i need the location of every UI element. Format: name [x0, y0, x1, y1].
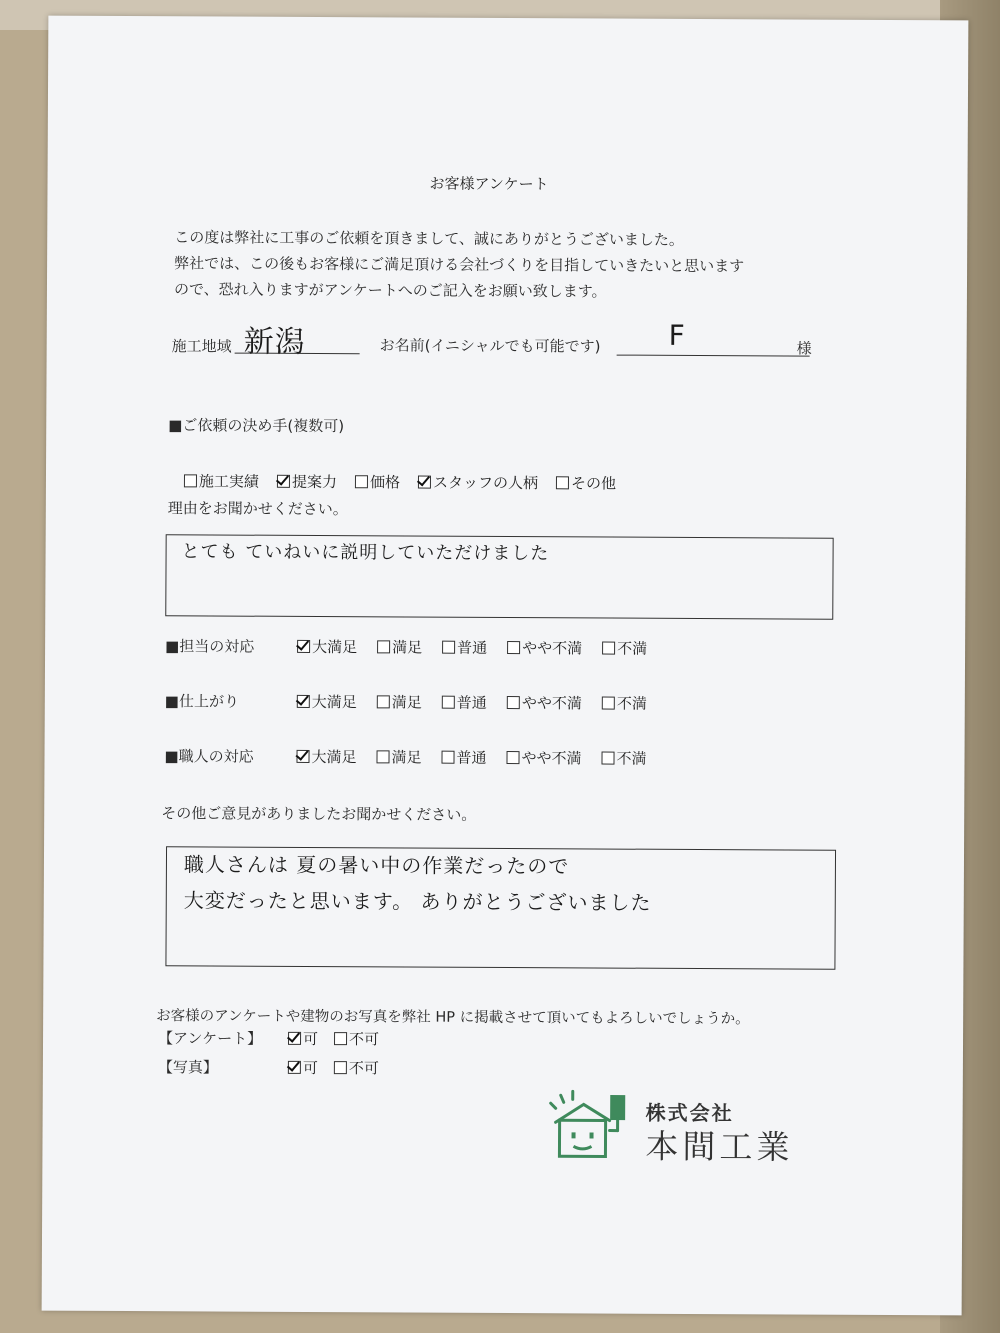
checkbox-empty[interactable]	[377, 695, 390, 708]
decision-option-kakaku[interactable]: 価格	[355, 471, 400, 492]
rating-option[interactable]: 大満足	[297, 691, 357, 712]
name-suffix: 様	[796, 339, 812, 358]
rating-option[interactable]: 不満	[602, 748, 647, 769]
checkbox-empty[interactable]	[507, 696, 520, 709]
intro-line-3: ので、恐れ入りますがアンケートへのご記入をお願い致します。	[173, 280, 607, 301]
decision-option-teian[interactable]: 提案力	[277, 471, 337, 492]
checkbox-empty[interactable]	[507, 641, 520, 654]
rating-option[interactable]: 大満足	[296, 746, 356, 767]
name-label: お名前(イニシャルでも可能です)	[379, 336, 601, 356]
name-underline	[617, 355, 810, 357]
rating-label-tantou: ■担当の対応	[165, 637, 255, 656]
intro-line-1: この度は弊社に工事のご依頼を頂きまして、誠にありがとうございました。	[174, 228, 684, 249]
publish-option-ok[interactable]: 可	[288, 1057, 318, 1078]
rating-label-shokunin: ■職人の対応	[164, 747, 254, 766]
checkbox-empty[interactable]	[442, 751, 455, 764]
publish-label-survey: 【アンケート】	[157, 1029, 263, 1048]
page-title: お客様アンケート	[429, 174, 549, 194]
decision-heading: ■ご依頼の決め手(複数可)	[168, 416, 345, 436]
checkbox-empty[interactable]	[442, 641, 455, 654]
rating-option[interactable]: 不満	[602, 693, 647, 714]
rating-option[interactable]: 普通	[442, 637, 487, 658]
checkbox-checked[interactable]	[296, 750, 309, 763]
checkbox-empty[interactable]	[355, 475, 368, 488]
publish-option-ng[interactable]: 不可	[334, 1057, 379, 1078]
other-answer-line-1: 職人さんは 夏の暑い中の作業だったので	[183, 852, 570, 879]
rating-row-tantou	[297, 636, 647, 659]
house-logo-icon	[547, 1086, 629, 1162]
publish-label-photo: 【写真】	[157, 1058, 218, 1077]
checkbox-empty[interactable]	[377, 750, 390, 763]
rating-option[interactable]: 不満	[602, 638, 647, 659]
rating-option[interactable]: 満足	[377, 691, 422, 712]
company-name-line-1: 株式会社	[645, 1100, 734, 1126]
checkbox-empty[interactable]	[334, 1032, 347, 1045]
rating-option[interactable]: やや不満	[507, 692, 582, 713]
checkbox-checked[interactable]	[297, 640, 310, 653]
area-value: 新潟	[243, 324, 306, 360]
intro-line-2: 弊社では、この後もお客様にご満足頂ける会社づくりを目指していきたいと思います	[174, 254, 745, 276]
rating-label-shiagari: ■仕上がり	[164, 692, 240, 711]
reason-prompt: 理由をお聞かせください。	[167, 499, 348, 519]
rating-option[interactable]: 普通	[442, 692, 487, 713]
checkbox-empty[interactable]	[184, 474, 197, 487]
rating-row-shiagari	[297, 691, 647, 714]
decision-option-other[interactable]: その他	[556, 472, 616, 493]
rating-option[interactable]: やや不満	[507, 637, 582, 658]
checkbox-empty[interactable]	[602, 697, 615, 710]
decision-options	[184, 470, 634, 493]
checkbox-checked[interactable]	[288, 1061, 301, 1074]
rating-option[interactable]: やや不満	[507, 747, 582, 768]
publish-row-photo	[288, 1057, 397, 1079]
checkbox-empty[interactable]	[442, 696, 455, 709]
checkbox-empty[interactable]	[334, 1061, 347, 1074]
publish-option-ng[interactable]: 不可	[334, 1028, 379, 1049]
checkbox-checked[interactable]	[288, 1032, 301, 1045]
checkbox-empty[interactable]	[602, 642, 615, 655]
rating-option[interactable]: 大満足	[297, 636, 357, 657]
decision-option-staff[interactable]: スタッフの人柄	[418, 472, 538, 494]
rating-option[interactable]: 満足	[377, 636, 422, 657]
rating-row-shokunin	[296, 746, 646, 769]
checkbox-empty[interactable]	[602, 752, 615, 765]
other-prompt: その他ご意見がありましたお聞かせください。	[161, 804, 477, 824]
survey-sheet	[42, 16, 969, 1316]
area-label: 施工地域	[171, 337, 232, 356]
name-value: F	[668, 318, 686, 352]
checkbox-checked[interactable]	[297, 695, 310, 708]
publish-option-ok[interactable]: 可	[288, 1028, 318, 1049]
reason-answer: とても ていねいに説明していただけました	[181, 541, 550, 565]
checkbox-checked[interactable]	[277, 475, 290, 488]
checkbox-empty[interactable]	[377, 640, 390, 653]
decision-option-jisseki[interactable]: 施工実績	[184, 470, 259, 491]
publish-row-survey	[288, 1028, 397, 1050]
company-name-line-2: 本間工業	[645, 1126, 794, 1167]
checkbox-empty[interactable]	[556, 476, 569, 489]
checkbox-checked[interactable]	[418, 476, 431, 489]
publish-question: お客様のアンケートや建物のお写真を弊社 HP に掲載させて頂いてもよろしいでしょうか。	[156, 1008, 750, 1028]
checkbox-empty[interactable]	[507, 751, 520, 764]
rating-option[interactable]: 満足	[376, 746, 421, 767]
other-answer-line-2: 大変だったと思います。 ありがとうございました	[183, 888, 652, 915]
rating-option[interactable]: 普通	[441, 747, 486, 768]
